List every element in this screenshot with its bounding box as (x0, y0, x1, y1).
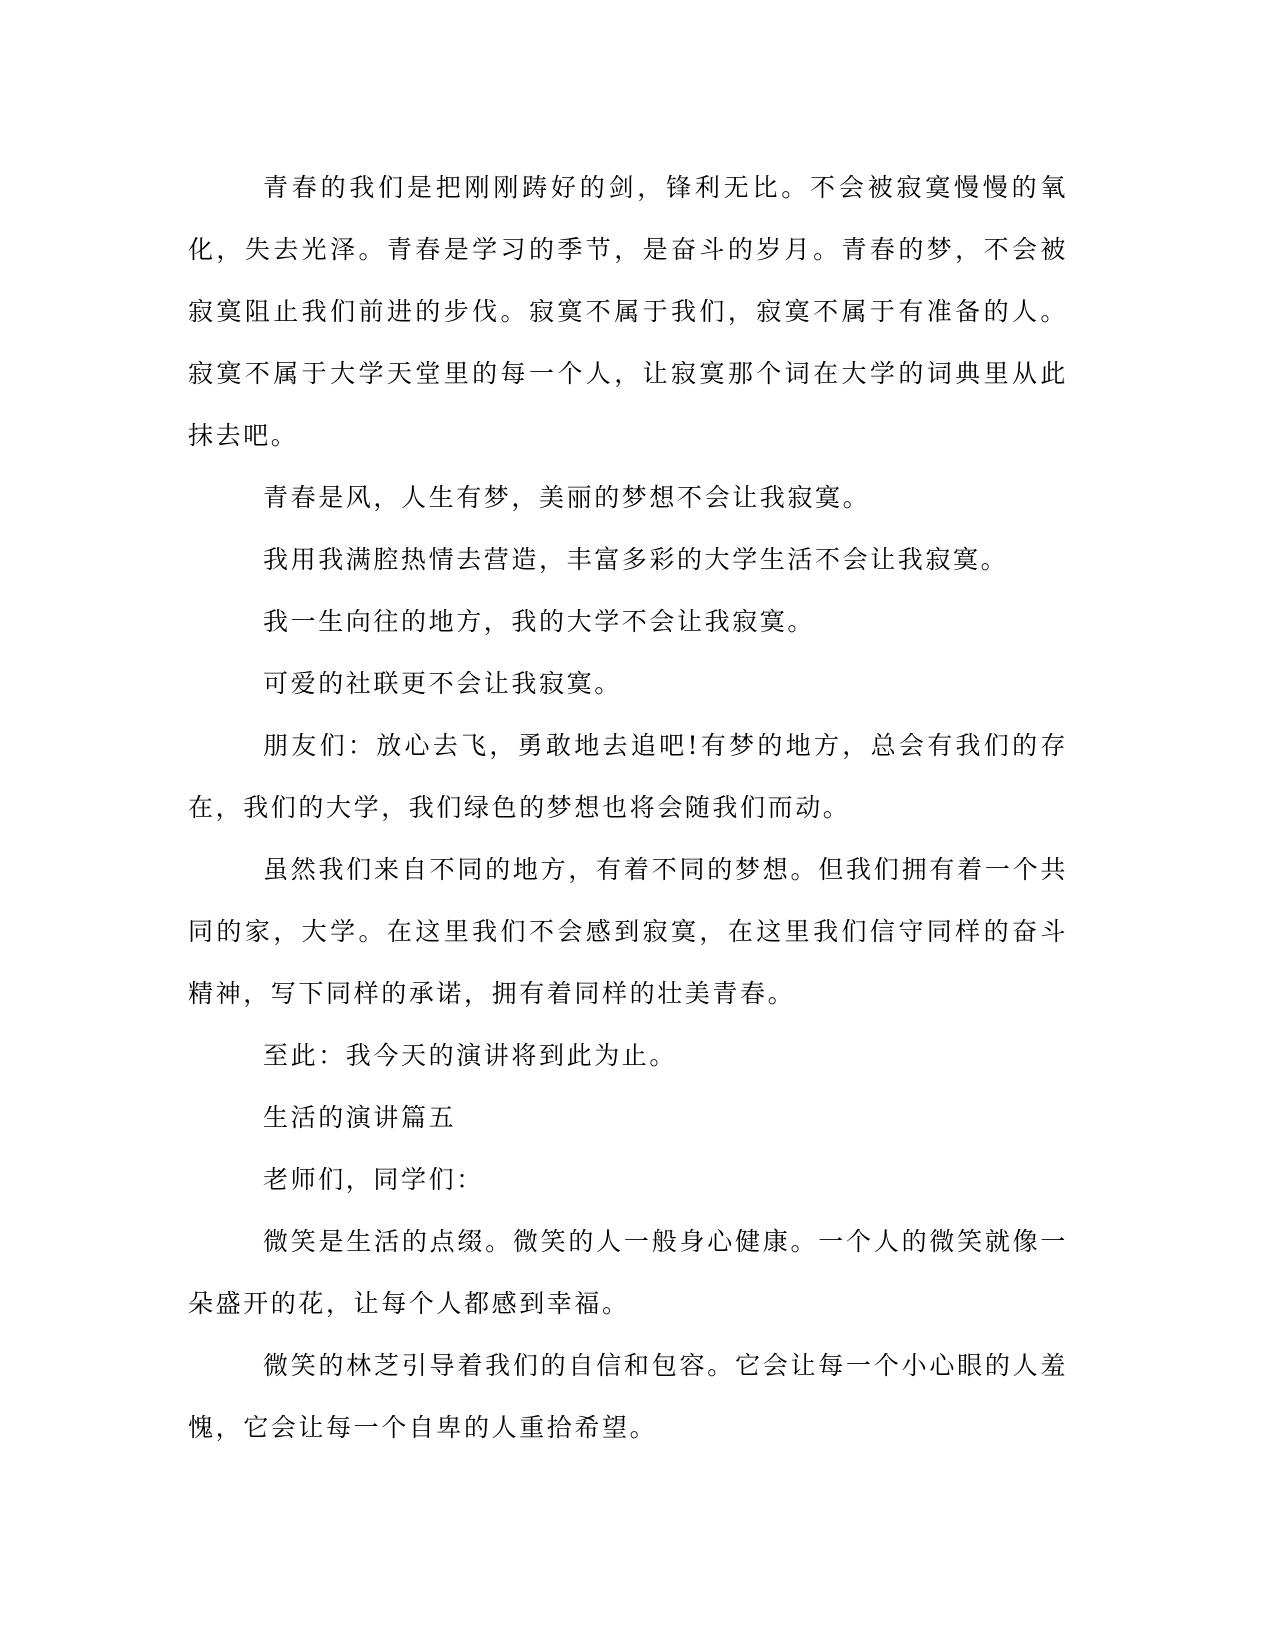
paragraph-student-union: 可爱的社联更不会让我寂寞。 (263, 669, 622, 698)
paragraph-closing: 至此：我今天的演讲将到此为止。 (263, 1041, 678, 1070)
section-heading: 生活的演讲篇五 (263, 1103, 457, 1132)
paragraph-youth-wind: 青春是风，人生有梦，美丽的梦想不会让我寂寞。 (263, 483, 871, 512)
paragraph-smile: 微笑是生活的点缀。微笑的人一般身心健康。一个人的微笑就像一朵盛开的花，让每个人都感到幸福。 (188, 1227, 1068, 1318)
salutation: 老师们，同学们： (263, 1165, 484, 1194)
paragraph-passion: 我用我满腔热情去营造，丰富多彩的大学生活不会让我寂寞。 (263, 545, 1009, 574)
document-body (188, 157, 1068, 1459)
paragraph-my-university: 我一生向往的地方，我的大学不会让我寂寞。 (263, 607, 816, 636)
paragraph-smile-confidence: 微笑的林芝引导着我们的自信和包容。它会让每一个小心眼的人羞愧，它会让每一个自卑的人重拾希望。 (188, 1351, 1068, 1442)
paragraph-friends: 朋友们：放心去飞，勇敢地去追吧!有梦的地方，总会有我们的存在，我们的大学，我们绿色的梦想也将会随我们而动。 (188, 731, 1068, 822)
paragraph-common-home: 虽然我们来自不同的地方，有着不同的梦想。但我们拥有着一个共同的家，大学。在这里我们不会感到寂寞，在这里我们信守同样的奋斗精神，写下同样的承诺，拥有着同样的壮美青春。 (188, 855, 1068, 1008)
paragraph-youth-sword: 青春的我们是把刚刚踌好的剑，锋利无比。不会被寂寞慢慢的氧化，失去光泽。青春是学习的季节，是奋斗的岁月。青春的梦，不会被寂寞阻止我们前进的步伐。寂寞不属于我们，寂寞不属于有准备的人。寂寞不属于大学天堂里的每一个人，让寂寞那个词在大学的词典里从此抹去吧。 (188, 173, 1068, 450)
